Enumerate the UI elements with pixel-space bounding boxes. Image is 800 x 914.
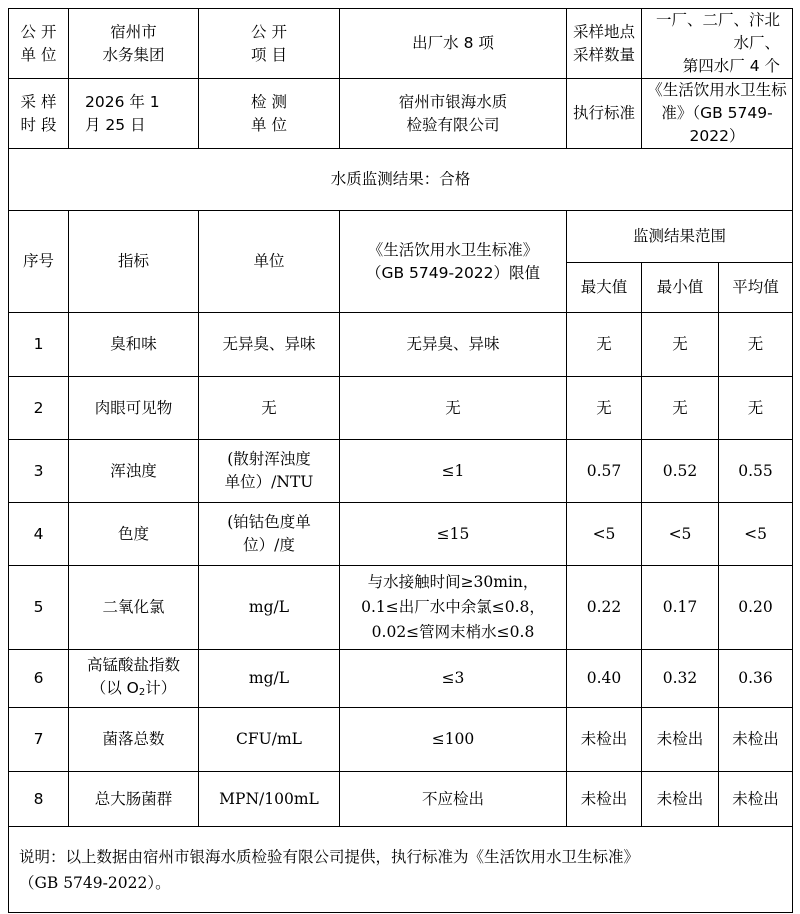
- col-limit: 《生活饮用水卫生标准》 （GB 5749-2022）限值: [340, 211, 567, 313]
- row-avg: 无: [719, 377, 793, 440]
- standard-label: 执行标准: [567, 79, 642, 149]
- table-row: [9, 440, 793, 503]
- row-max: 0.22: [567, 566, 642, 650]
- row-unit: (散射浑浊度 单位）/NTU: [199, 440, 340, 503]
- water-quality-report-table: [8, 8, 793, 913]
- lab-value: 宿州市银海水质 检验有限公司: [340, 79, 567, 149]
- row-indicator: 总大肠菌群: [69, 772, 199, 827]
- row-limit: ≤15: [340, 503, 567, 566]
- row-max: 无: [567, 377, 642, 440]
- row-limit: 无: [340, 377, 567, 440]
- row-avg: 未检出: [719, 708, 793, 772]
- row-no: 2: [9, 377, 69, 440]
- period-value: 2026 年 1 月 25 日: [69, 79, 199, 149]
- sites-value: 一厂、二厂、汴北水厂、 第四水厂 4 个: [642, 9, 793, 79]
- row-no: 8: [9, 772, 69, 827]
- col-min: 最小值: [642, 263, 719, 313]
- col-avg: 平均值: [719, 263, 793, 313]
- row-indicator: 臭和味: [69, 313, 199, 377]
- row-indicator: 菌落总数: [69, 708, 199, 772]
- row-indicator: 二氧化氯: [69, 566, 199, 650]
- table-row: [9, 708, 793, 772]
- row-unit: 无: [199, 377, 340, 440]
- project-value: 出厂水 8 项: [340, 9, 567, 79]
- row-unit: mg/L: [199, 566, 340, 650]
- row-min: 0.32: [642, 650, 719, 708]
- row-limit: 不应检出: [340, 772, 567, 827]
- row-avg: 0.36: [719, 650, 793, 708]
- table-row: [9, 566, 793, 650]
- row-max: 未检出: [567, 772, 642, 827]
- row-indicator: 高锰酸盐指数 （以 $O_2$计）: [69, 650, 199, 708]
- col-unit: 单位: [199, 211, 340, 313]
- row-no: 7: [9, 708, 69, 772]
- standard-value: 《生活饮用水卫生标 准》（GB 5749-2022）: [642, 79, 793, 149]
- row-unit: MPN/100mL: [199, 772, 340, 827]
- row-min: 未检出: [642, 708, 719, 772]
- table-row: [9, 650, 793, 708]
- unit-label: 公 开 单 位: [9, 9, 69, 79]
- table-row: [9, 313, 793, 377]
- column-header-row-1: [9, 211, 793, 263]
- period-label: 采 样 时 段: [9, 79, 69, 149]
- col-range: 监测结果范围: [567, 211, 793, 263]
- row-min: 无: [642, 313, 719, 377]
- row-max: 0.40: [567, 650, 642, 708]
- row-limit: ≤3: [340, 650, 567, 708]
- col-indicator: 指标: [69, 211, 199, 313]
- row-avg: <5: [719, 503, 793, 566]
- row-unit: mg/L: [199, 650, 340, 708]
- row-max: 0.57: [567, 440, 642, 503]
- row-indicator: 色度: [69, 503, 199, 566]
- col-no: 序号: [9, 211, 69, 313]
- row-no: 1: [9, 313, 69, 377]
- row-max: <5: [567, 503, 642, 566]
- row-min: <5: [642, 503, 719, 566]
- row-max: 未检出: [567, 708, 642, 772]
- lab-label: 检 测 单 位: [199, 79, 340, 149]
- row-avg: 无: [719, 313, 793, 377]
- row-min: 无: [642, 377, 719, 440]
- row-no: 6: [9, 650, 69, 708]
- col-max: 最大值: [567, 263, 642, 313]
- row-avg: 0.55: [719, 440, 793, 503]
- sites-label: 采样地点 采样数量: [567, 9, 642, 79]
- note-row: [9, 827, 793, 913]
- row-min: 0.17: [642, 566, 719, 650]
- footnote: 说明：以上数据由宿州市银海水质检验有限公司提供，执行标准为《生活饮用水卫生标准》 （GB 5749-2022）。: [9, 827, 793, 913]
- row-no: 4: [9, 503, 69, 566]
- row-min: 未检出: [642, 772, 719, 827]
- monitoring-result: 水质监测结果：合格: [9, 149, 793, 211]
- unit-value: 宿州市 水务集团: [69, 9, 199, 79]
- result-row: [9, 149, 793, 211]
- row-no: 3: [9, 440, 69, 503]
- row-avg: 未检出: [719, 772, 793, 827]
- row-indicator: 浑浊度: [69, 440, 199, 503]
- row-min: 0.52: [642, 440, 719, 503]
- row-limit: ≤1: [340, 440, 567, 503]
- row-max: 无: [567, 313, 642, 377]
- row-limit: 与水接触时间≥30min， 0.1≤出厂水中余氯≤0.8， 0.02≤管网末梢水≤0.8: [340, 566, 567, 650]
- row-limit: ≤100: [340, 708, 567, 772]
- row-unit: CFU/mL: [199, 708, 340, 772]
- row-unit: 无异臭、异味: [199, 313, 340, 377]
- row-indicator: 肉眼可见物: [69, 377, 199, 440]
- project-label: 公 开 项 目: [199, 9, 340, 79]
- table-row: [9, 377, 793, 440]
- row-limit: 无异臭、异味: [340, 313, 567, 377]
- row-avg: 0.20: [719, 566, 793, 650]
- header-row-2: [9, 79, 793, 149]
- table-row: [9, 503, 793, 566]
- row-unit: (铂钴色度单 位）/度: [199, 503, 340, 566]
- header-row-1: [9, 9, 793, 79]
- row-no: 5: [9, 566, 69, 650]
- table-row: [9, 772, 793, 827]
